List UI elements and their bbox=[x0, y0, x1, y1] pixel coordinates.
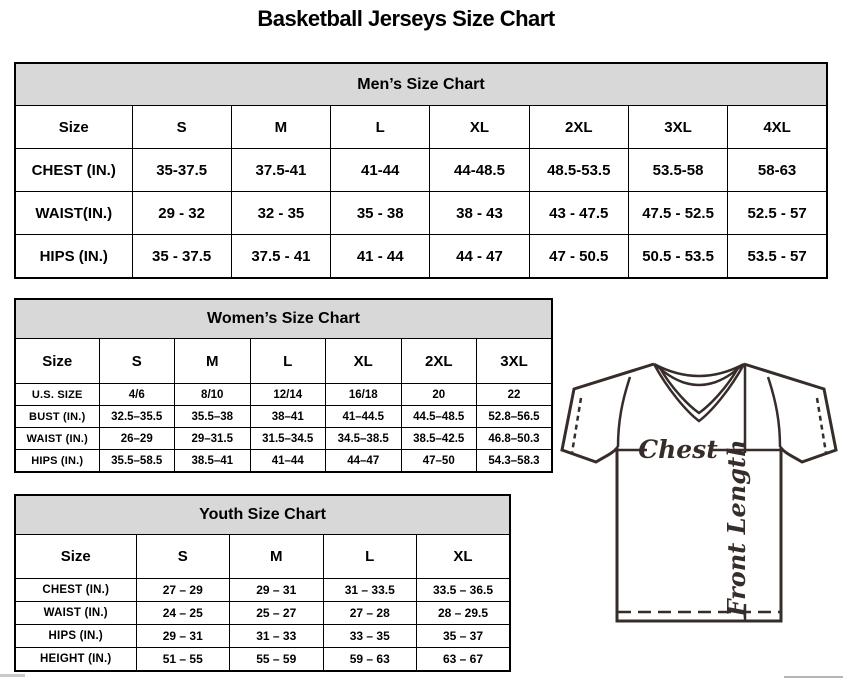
youth-cell-hips-in-xl: 35 – 37 bbox=[417, 625, 511, 648]
womens-cell-u-s-size-l: 12/14 bbox=[250, 384, 326, 406]
mens-row-waist-in bbox=[15, 192, 827, 235]
youth-col-l: L bbox=[323, 535, 417, 579]
womens-cell-bust-in-s: 32.5–35.5 bbox=[99, 406, 175, 428]
womens-col-s: S bbox=[99, 339, 175, 384]
youth-header-row bbox=[15, 535, 510, 579]
womens-cell-waist-in-m: 29–31.5 bbox=[175, 428, 251, 450]
womens-cell-hips-in-s: 35.5–58.5 bbox=[99, 450, 175, 473]
collar bbox=[654, 364, 744, 421]
womens-cell-hips-in-xl: 44–47 bbox=[326, 450, 402, 473]
mens-col-3xl: 3XL bbox=[628, 106, 727, 149]
womens-row-u-s-size bbox=[15, 384, 552, 406]
youth-cell-hips-in-l: 33 – 35 bbox=[323, 625, 417, 648]
mens-table-title: Men’s Size Chart bbox=[15, 63, 827, 106]
youth-cell-height-in-l: 59 – 63 bbox=[323, 648, 417, 672]
womens-row-label-bust-in: BUST (IN.) bbox=[15, 406, 99, 428]
womens-col-l: L bbox=[250, 339, 326, 384]
jersey-measurement-diagram bbox=[556, 356, 843, 648]
mens-row-label-hips-in: HIPS (IN.) bbox=[15, 235, 132, 279]
youth-cell-height-in-xl: 63 – 67 bbox=[417, 648, 511, 672]
womens-cell-hips-in-2xl: 47–50 bbox=[401, 450, 477, 473]
mens-row-label-waist-in: WAIST(IN.) bbox=[15, 192, 132, 235]
mens-cell-waist-in-2xl: 43 - 47.5 bbox=[529, 192, 628, 235]
womens-col-2xl: 2XL bbox=[401, 339, 477, 384]
youth-col-s: S bbox=[136, 535, 230, 579]
womens-table-title: Women’s Size Chart bbox=[15, 299, 552, 339]
youth-row-label-height-in: HEIGHT (IN.) bbox=[15, 648, 136, 672]
mens-cell-chest-in-m: 37.5-41 bbox=[231, 149, 330, 192]
youth-cell-height-in-m: 55 – 59 bbox=[230, 648, 324, 672]
youth-cell-chest-in-s: 27 – 29 bbox=[136, 579, 230, 602]
youth-row-label-chest-in: CHEST (IN.) bbox=[15, 579, 136, 602]
mens-row-hips-in bbox=[15, 235, 827, 279]
mens-cell-chest-in-l: 41-44 bbox=[331, 149, 430, 192]
mens-cell-hips-in-xl: 44 - 47 bbox=[430, 235, 529, 279]
mens-col-4xl: 4XL bbox=[728, 106, 827, 149]
youth-row-hips-in bbox=[15, 625, 510, 648]
womens-cell-waist-in-s: 26–29 bbox=[99, 428, 175, 450]
mens-cell-chest-in-2xl: 48.5-53.5 bbox=[529, 149, 628, 192]
mens-header-row bbox=[15, 106, 827, 149]
mens-cell-chest-in-s: 35-37.5 bbox=[132, 149, 231, 192]
youth-cell-waist-in-s: 24 – 25 bbox=[136, 602, 230, 625]
youth-cell-waist-in-m: 25 – 27 bbox=[230, 602, 324, 625]
youth-col-xl: XL bbox=[417, 535, 511, 579]
youth-row-chest-in bbox=[15, 579, 510, 602]
womens-cell-waist-in-xl: 34.5–38.5 bbox=[326, 428, 402, 450]
womens-size-table bbox=[14, 298, 553, 473]
womens-row-label-hips-in: HIPS (IN.) bbox=[15, 450, 99, 473]
mens-row-chest-in bbox=[15, 149, 827, 192]
mens-cell-chest-in-4xl: 58-63 bbox=[728, 149, 827, 192]
youth-size-table bbox=[14, 494, 511, 672]
womens-col-size: Size bbox=[15, 339, 99, 384]
womens-col-xl: XL bbox=[326, 339, 402, 384]
womens-cell-u-s-size-2xl: 20 bbox=[401, 384, 477, 406]
mens-cell-hips-in-2xl: 47 - 50.5 bbox=[529, 235, 628, 279]
womens-col-3xl: 3XL bbox=[477, 339, 553, 384]
youth-row-waist-in bbox=[15, 602, 510, 625]
mens-cell-hips-in-s: 35 - 37.5 bbox=[132, 235, 231, 279]
page-title: Basketball Jerseys Size Chart bbox=[257, 6, 555, 31]
mens-col-2xl: 2XL bbox=[529, 106, 628, 149]
mens-col-s: S bbox=[132, 106, 231, 149]
womens-cell-u-s-size-3xl: 22 bbox=[477, 384, 553, 406]
youth-cell-waist-in-xl: 28 – 29.5 bbox=[417, 602, 511, 625]
womens-row-hips-in bbox=[15, 450, 552, 473]
mens-cell-waist-in-3xl: 47.5 - 52.5 bbox=[628, 192, 727, 235]
youth-cell-waist-in-l: 27 – 28 bbox=[323, 602, 417, 625]
youth-row-height-in bbox=[15, 648, 510, 672]
mens-cell-waist-in-s: 29 - 32 bbox=[132, 192, 231, 235]
womens-cell-waist-in-l: 31.5–34.5 bbox=[250, 428, 326, 450]
mens-cell-chest-in-xl: 44-48.5 bbox=[430, 149, 529, 192]
womens-cell-u-s-size-xl: 16/18 bbox=[326, 384, 402, 406]
youth-cell-chest-in-l: 31 – 33.5 bbox=[323, 579, 417, 602]
mens-size-table bbox=[14, 62, 828, 279]
womens-row-waist-in bbox=[15, 428, 552, 450]
mens-cell-hips-in-4xl: 53.5 - 57 bbox=[728, 235, 827, 279]
youth-cell-chest-in-m: 29 – 31 bbox=[230, 579, 324, 602]
womens-row-label-waist-in: WAIST (IN.) bbox=[15, 428, 99, 450]
womens-cell-hips-in-l: 41–44 bbox=[250, 450, 326, 473]
front-length-label: Front Length bbox=[722, 439, 751, 617]
youth-row-label-hips-in: HIPS (IN.) bbox=[15, 625, 136, 648]
youth-cell-hips-in-s: 29 – 31 bbox=[136, 625, 230, 648]
chest-label: Chest bbox=[638, 435, 718, 464]
womens-row-label-u-s-size: U.S. SIZE bbox=[15, 384, 99, 406]
youth-col-m: M bbox=[230, 535, 324, 579]
mens-col-l: L bbox=[331, 106, 430, 149]
mens-cell-waist-in-m: 32 - 35 bbox=[231, 192, 330, 235]
youth-cell-chest-in-xl: 33.5 – 36.5 bbox=[417, 579, 511, 602]
womens-cell-waist-in-3xl: 46.8–50.3 bbox=[477, 428, 553, 450]
womens-cell-bust-in-xl: 41–44.5 bbox=[326, 406, 402, 428]
womens-cell-hips-in-m: 38.5–41 bbox=[175, 450, 251, 473]
womens-cell-waist-in-2xl: 38.5–42.5 bbox=[401, 428, 477, 450]
mens-cell-waist-in-4xl: 52.5 - 57 bbox=[728, 192, 827, 235]
mens-cell-chest-in-3xl: 53.5-58 bbox=[628, 149, 727, 192]
womens-header-row bbox=[15, 339, 552, 384]
womens-cell-bust-in-2xl: 44.5–48.5 bbox=[401, 406, 477, 428]
mens-cell-waist-in-xl: 38 - 43 bbox=[430, 192, 529, 235]
youth-cell-hips-in-m: 31 – 33 bbox=[230, 625, 324, 648]
mens-cell-hips-in-l: 41 - 44 bbox=[331, 235, 430, 279]
mens-row-label-chest-in: CHEST (IN.) bbox=[15, 149, 132, 192]
youth-col-size: Size bbox=[15, 535, 136, 579]
mens-col-m: M bbox=[231, 106, 330, 149]
mens-cell-hips-in-m: 37.5 - 41 bbox=[231, 235, 330, 279]
womens-cell-u-s-size-m: 8/10 bbox=[175, 384, 251, 406]
womens-cell-u-s-size-s: 4/6 bbox=[99, 384, 175, 406]
womens-row-bust-in bbox=[15, 406, 552, 428]
mens-col-xl: XL bbox=[430, 106, 529, 149]
womens-cell-hips-in-3xl: 54.3–58.3 bbox=[477, 450, 553, 473]
youth-cell-height-in-s: 51 – 55 bbox=[136, 648, 230, 672]
womens-cell-bust-in-l: 38–41 bbox=[250, 406, 326, 428]
womens-col-m: M bbox=[175, 339, 251, 384]
youth-row-label-waist-in: WAIST (IN.) bbox=[15, 602, 136, 625]
artifact-bar-left bbox=[0, 674, 25, 677]
mens-col-size: Size bbox=[15, 106, 132, 149]
womens-cell-bust-in-m: 35.5–38 bbox=[175, 406, 251, 428]
youth-table-title: Youth Size Chart bbox=[15, 495, 510, 535]
mens-cell-hips-in-3xl: 50.5 - 53.5 bbox=[628, 235, 727, 279]
mens-cell-waist-in-l: 35 - 38 bbox=[331, 192, 430, 235]
artifact-bar-right bbox=[784, 676, 843, 678]
jersey-outline bbox=[562, 364, 836, 621]
womens-cell-bust-in-3xl: 52.8–56.5 bbox=[477, 406, 553, 428]
